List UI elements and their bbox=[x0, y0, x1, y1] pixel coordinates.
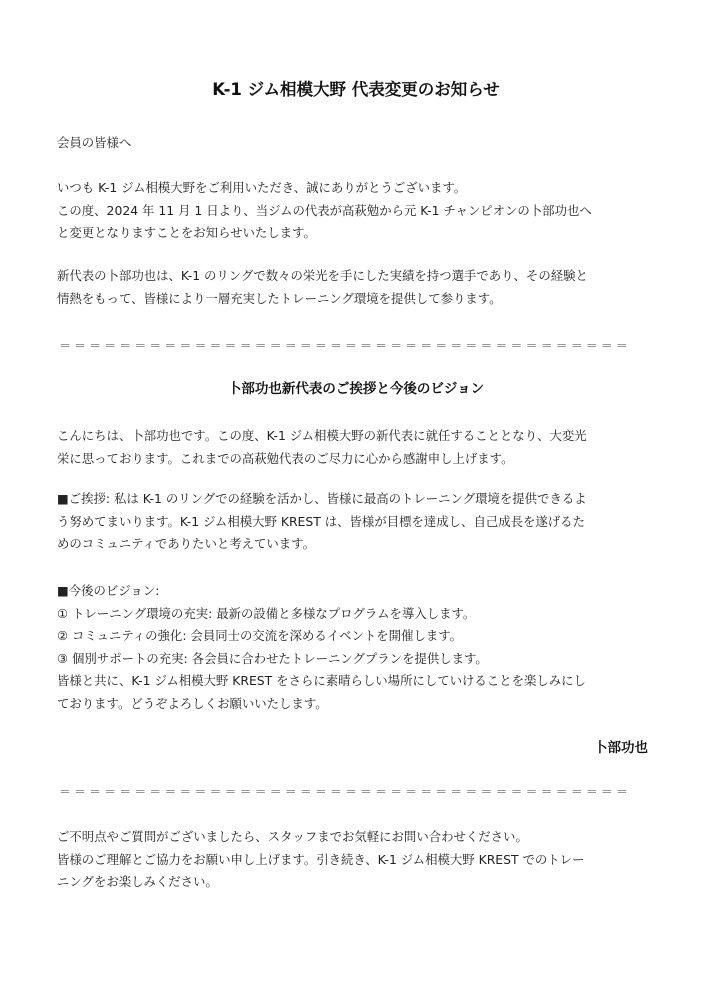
new-rep-line: 情熱をもって、皆様により一層充実したトレーニング環境を提供して参ります。 bbox=[57, 290, 502, 306]
intro-paragraph bbox=[57, 177, 657, 245]
greeting-section-line: う努めてまいります。K-1 ジム相模大野 KREST は、皆様が目標を達成し、自己成長を遂げるた bbox=[57, 513, 585, 529]
message-line: 栄に思っております。これまでの高萩勉代表のご尽力に心から感謝申し上げます。 bbox=[57, 450, 514, 466]
closing-line: ニングをお楽しみください。 bbox=[57, 874, 218, 889]
greeting-line: 会員の皆様へ bbox=[57, 135, 132, 150]
separator-line: ＝＝＝＝＝＝＝＝＝＝＝＝＝＝＝＝＝＝＝＝＝＝＝＝＝＝＝＝＝＝＝＝＝＝＝＝＝＝ bbox=[59, 785, 631, 799]
vision-section bbox=[57, 580, 657, 715]
signature: 卜部功也 bbox=[594, 740, 648, 756]
message-paragraph bbox=[57, 425, 657, 470]
vision-item: ② コミュニティの強化: 会員同士の交流を深めるイベントを開催します。 bbox=[57, 628, 463, 643]
separator-line: ＝＝＝＝＝＝＝＝＝＝＝＝＝＝＝＝＝＝＝＝＝＝＝＝＝＝＝＝＝＝＝＝＝＝＝＝＝＝ bbox=[59, 339, 631, 353]
vision-closing-line: ております。どうぞよろしくお願いいたします。 bbox=[57, 695, 328, 711]
greeting-text bbox=[57, 132, 657, 155]
closing-paragraph bbox=[57, 826, 657, 894]
vision-closing-line: 皆様と共に、K-1 ジム相模大野 KREST をさらに素晴らしい場所にしていけることを楽しみにし bbox=[57, 673, 586, 688]
section-heading: 卜部功也新代表のご挨拶と今後のビジョン bbox=[227, 381, 485, 397]
greeting-section bbox=[57, 488, 657, 556]
new-rep-line: 新代表の卜部功也は、K-1 のリングで数々の栄光を手にした実績を持つ選手であり、その経験と bbox=[57, 268, 588, 283]
intro-line: いつも K-1 ジム相模大野をご利用いただき、誠にありがとうございます。 bbox=[57, 180, 467, 195]
greeting-section-line: ■ご挨拶: 私は K-1 のリングでの経験を活かし、皆様に最高のトレーニング環境を提供できるよ bbox=[57, 491, 587, 506]
new-representative-paragraph bbox=[57, 265, 657, 310]
document-title: K-1 ジム相模大野 代表変更のお知らせ bbox=[212, 80, 500, 99]
message-line: こんにちは、卜部功也です。この度、K-1 ジム相模大野の新代表に就任することとなり、大変光 bbox=[57, 428, 587, 443]
greeting-section-line: めのコミュニティでありたいと考えています。 bbox=[57, 536, 315, 551]
vision-item: ① トレーニング環境の充実: 最新の設備と多様なプログラムを導入します。 bbox=[57, 605, 476, 621]
vision-item: ③ 個別サポートの充実: 各会員に合わせたトレーニングプランを提供します。 bbox=[57, 650, 488, 666]
vision-heading: ■今後のビジョン: bbox=[57, 583, 160, 598]
intro-line: と変更となりますことをお知らせいたします。 bbox=[57, 225, 316, 240]
intro-line: この度、2024 年 11 月 1 日より、当ジムの代表が高萩勉から元 K-1 チャンピオンの卜部功也へ bbox=[57, 202, 592, 218]
closing-line: ご不明点やご質問がございましたら、スタッフまでお気軽にお問い合わせください。 bbox=[57, 829, 528, 844]
closing-line: 皆様のご理解とご協力をお願い申し上げます。引き続き、K-1 ジム相模大野 KREST でのトレー bbox=[57, 851, 585, 867]
